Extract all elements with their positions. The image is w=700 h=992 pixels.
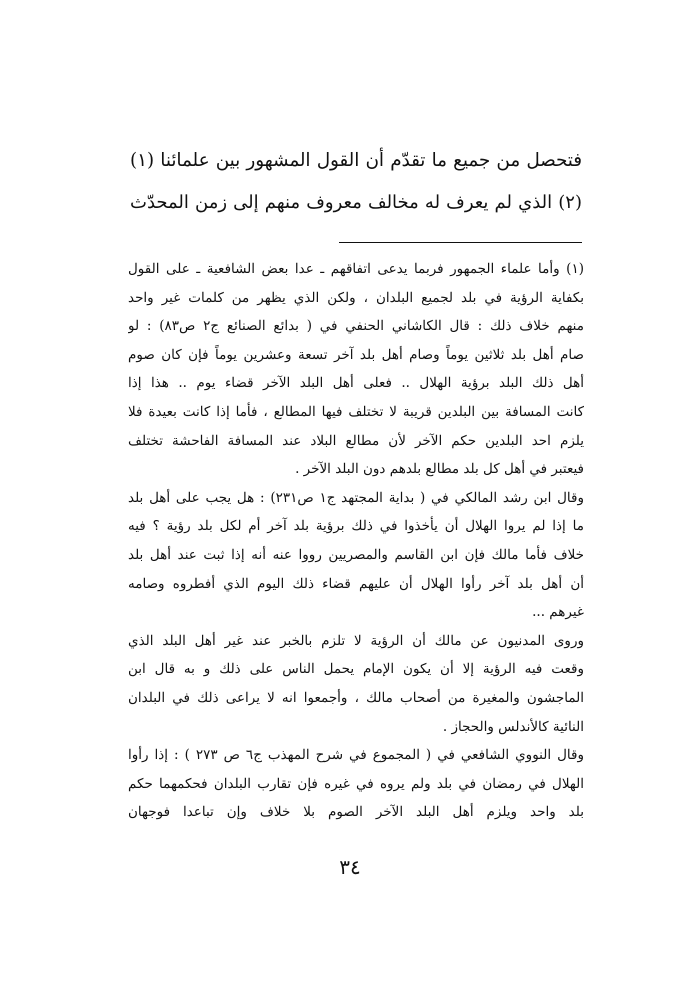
footnote-line: وروى المدنيون عن مالك أن الرؤية لا تلزم بالخبر عند غير أهل البلد الذي (128, 632, 584, 649)
footnote-line: وقال ابن رشد المالكي في ( بداية المجتهد ج١ ص٢٣١) : هل يجب على أهل بلد (128, 489, 584, 506)
footnote-line: أن أهل بلد آخر رأوا الهلال أن عليهم قضاء ذلك اليوم الذي أفطروه وصامه (128, 575, 584, 592)
footnote-line: يلزم احد البلدين حكم الآخر لأن مطالع البلاد عند المسافة الفاحشة تختلف (128, 432, 584, 449)
footnote-line: (١) وأما علماء الجمهور فربما يدعى اتفاقهم ـ عدا بعض الشافعية ـ على القول (128, 261, 584, 277)
footnote-line: غيرهم ... (532, 604, 584, 621)
footnote-line: بكفاية الرؤية في بلد لجميع البلدان ، ولكن الذي يظهر من كلمات غير واحد (128, 289, 584, 306)
main-text-line-2: (٢) الذي لم يعرف له مخالف معروف منهم إلى زمن المحدّث (130, 192, 582, 213)
footnote-line: بلد واحد ويلزم أهل البلد الآخر الصوم بلا خلاف وإن تباعدا فوجهان (128, 804, 584, 821)
footnote-line: خلاف فأما مالك فإن ابن القاسم والمصريين رووا عنه أنه إذا ثبت عند أهل بلد (128, 546, 584, 563)
page-number: ٣٤ (339, 855, 361, 879)
footnote-line: أهل ذلك البلد برؤية الهلال .. فعلى أهل البلد الآخر قضاء يوم .. هذا إذا (128, 375, 584, 392)
footnote-line: النائية كالأندلس والحجاز . (442, 718, 584, 735)
footnote-line: صام أهل بلد ثلاثين يوماً وصام أهل بلد آخر تسعة وعشرين يوماً فإن كان صوم (128, 346, 584, 363)
footnote-line: فيعتبر في أهل كل بلد مطالع بلدهم دون البلد الآخر . (295, 461, 584, 478)
footnote-line: كانت المسافة بين البلدين قريبة لا تختلف فيها المطالع ، فأما إذا كانت بعيدة فلا (128, 403, 584, 420)
footnote-line: الماجشون والمغيرة من أصحاب مالك ، وأجمعوا انه لا يراعى ذلك في البلدان (128, 689, 584, 706)
footnote-line: منهم خلاف ذلك : قال الكاشاني الحنفي في ( بدائع الصنائع ج٢ ص٨٣) : لو (128, 318, 584, 335)
footnotes-section (128, 255, 584, 827)
main-body-text (130, 140, 582, 224)
footnote-line: الهلال في رمضان في بلد ولم يروه في غيره فإن تقارب البلدان فحكمهما حكم (128, 775, 584, 792)
footnote-line: وقعت فيه الرؤية إلا أن يكون الإمام يحمل الناس على ذلك و به قال ابن (128, 661, 584, 678)
footnote-line: ما إذا لم يروا الهلال أن يأخذوا في ذلك برؤية بلد آخر أم لكل بلد رؤية ؟ فيه (128, 518, 584, 535)
main-text-line-1: فتحصل من جميع ما تقدّم أن القول المشهور بين علمائنا (١) (130, 150, 582, 171)
footnote-separator (339, 242, 582, 243)
footnote-line: وقال النووي الشافعي في ( المجموع في شرح المهذب ج٦ ص ٢٧٣ ) : إذا رأوا (128, 747, 584, 764)
